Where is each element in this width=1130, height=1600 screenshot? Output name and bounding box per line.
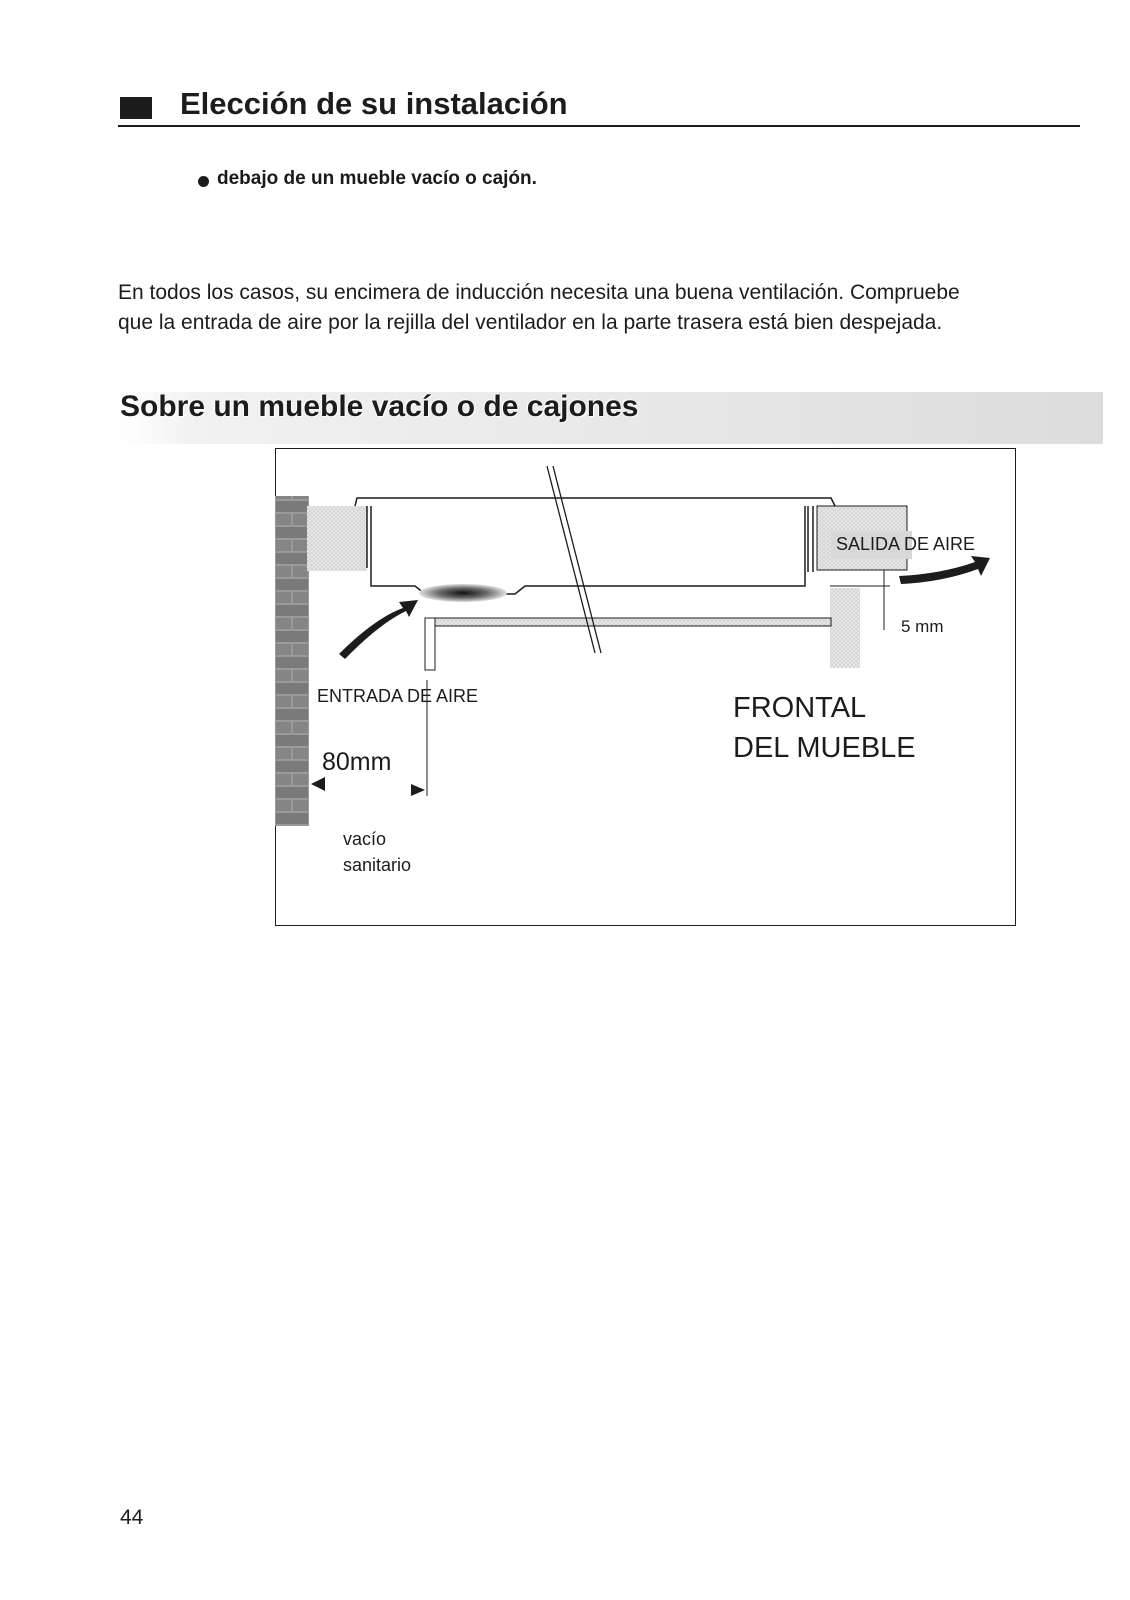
ventilation-paragraph [118,278,1088,338]
air-outlet-label: SALIDA DE AIRE [836,534,976,554]
air-inlet-vent [419,584,507,602]
page-title: Elección de su instalación [180,86,568,121]
brick-wall [275,496,309,826]
bullet-item: debajo de un mueble vacío o cajón. [217,168,537,189]
worktop-left [307,506,367,571]
void-label [343,826,411,878]
dimension-arrow-left [311,777,325,791]
hob-body [371,506,805,594]
void-label-line-2: sanitario [343,855,412,875]
hob-glass-top [355,498,835,506]
cabinet-front-panel [830,588,860,668]
title-rule [118,125,1080,127]
paragraph-line-2: que la entrada de aire por la rejilla del ventilador en la parte trasera está bien despejada. [118,311,943,334]
air-outlet-arrow [899,556,990,584]
drawer-back [425,618,435,670]
gap-label: 5 mm [901,617,944,636]
drawer-shelf [435,618,831,626]
page-number: 44 [120,1506,144,1529]
air-inlet-label: ENTRADA DE AIRE [317,686,479,706]
bullet-dot-icon [198,176,209,187]
paragraph-line-1: En todos los casos, su encimera de inducción necesita una buena ventilación. Compruebe [118,281,960,304]
distance-label: 80mm [322,748,392,776]
cabinet-front-label-line-2: DEL MUEBLE [733,732,916,764]
section-title: Sobre un mueble vacío o de cajones [120,390,639,423]
cabinet-front-label [733,688,916,768]
void-label-line-1: vacío [343,829,387,849]
air-inlet-arrow [339,600,418,659]
section-marker-square [120,97,152,119]
cabinet-front-label-line-1: FRONTAL [733,692,867,724]
dimension-arrow-right [411,784,425,796]
